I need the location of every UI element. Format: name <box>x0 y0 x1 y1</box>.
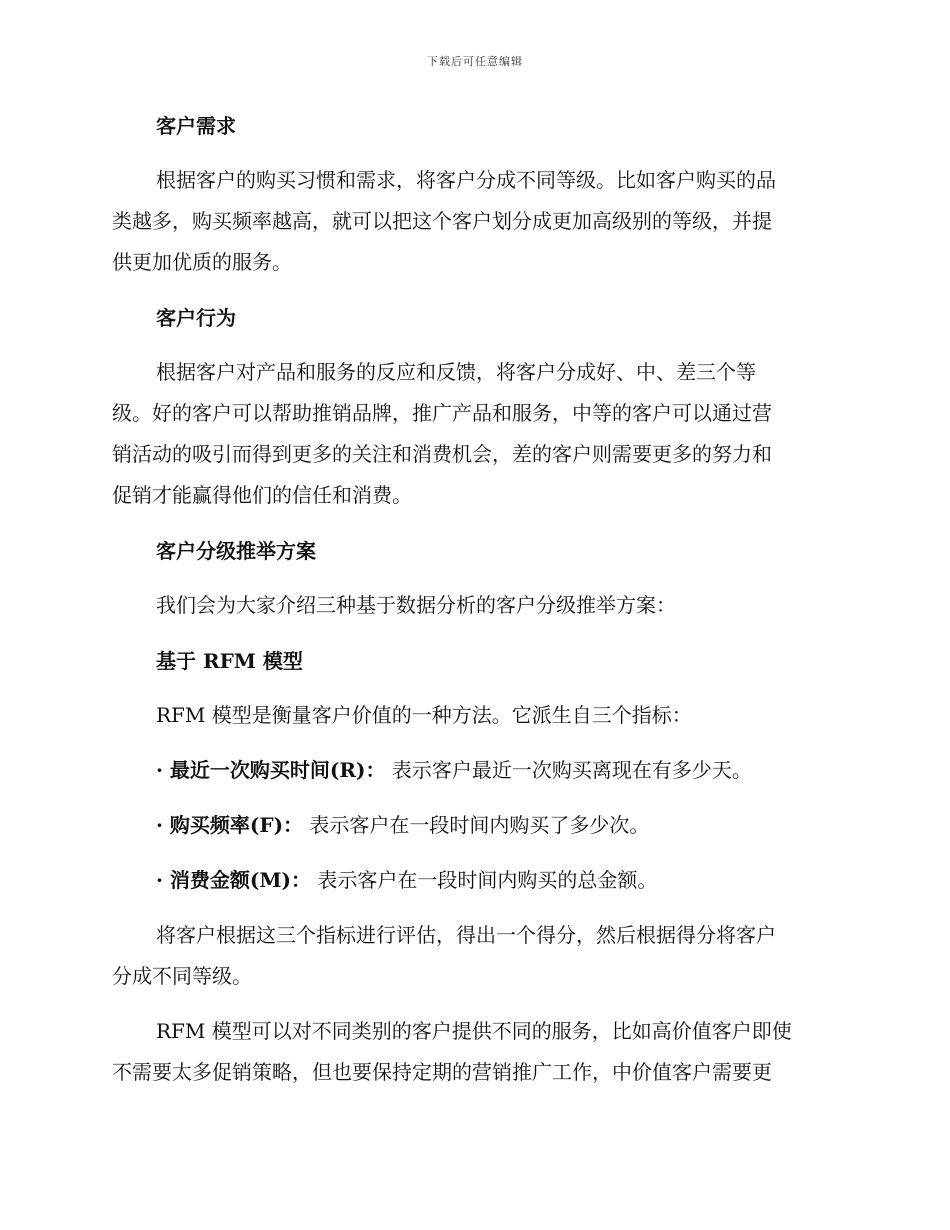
text-line: 类越多，购买频率越高，就可以把这个客户划分成更加高级别的等级，并提 <box>112 209 772 233</box>
heading-grading-scheme: 客户分级推举方案 <box>156 539 316 563</box>
text-line: 根据客户对产品和服务的反应和反馈，将客户分成好、中、差三个等 <box>156 360 756 384</box>
bullet-label: · 最近一次购买时间(R)： <box>156 758 386 782</box>
document-body <box>112 105 838 1093</box>
text-line: 促销才能赢得他们的信任和消费。 <box>112 483 412 507</box>
paragraph-customer-needs <box>112 160 838 283</box>
bullet-frequency <box>112 805 838 846</box>
text-line: RFM 模型可以对不同类别的客户提供不同的服务，比如高价值客户即使 <box>156 1019 792 1043</box>
page-header: 下载后可任意编辑 <box>427 55 523 68</box>
bullet-text: 表示客户在一段时间内购买了多少次。 <box>303 813 650 837</box>
bullet-text: 表示客户在一段时间内购买的总金额。 <box>311 868 658 892</box>
text-line: 根据客户的购买习惯和需求，将客户分成不同等级。比如客户购买的品 <box>156 168 776 192</box>
text-line: 级。好的客户可以帮助推销品牌，推广产品和服务，中等的客户可以通过营 <box>112 401 772 425</box>
text-line: 供更加优质的服务。 <box>112 250 292 274</box>
paragraph-evaluate <box>112 915 838 997</box>
paragraph-scheme-intro: 我们会为大家介绍三种基于数据分析的客户分级推举方案： <box>156 593 676 617</box>
bullet-label: · 消费金额(M)： <box>156 868 311 892</box>
paragraph-rfm-service <box>112 1011 838 1093</box>
paragraph-rfm-intro: RFM 模型是衡量客户价值的一种方法。它派生自三个指标： <box>156 703 692 727</box>
bullet-label: · 购买频率(F)： <box>156 813 304 837</box>
heading-rfm-model: 基于 RFM 模型 <box>156 649 303 673</box>
heading-customer-behavior: 客户行为 <box>156 306 236 330</box>
paragraph-customer-behavior <box>112 352 838 516</box>
bullet-recency <box>112 750 838 791</box>
heading-customer-needs: 客户需求 <box>156 114 236 138</box>
bullet-text: 表示客户最近一次购买离现在有多少天。 <box>385 758 752 782</box>
text-line: 销活动的吸引而得到更多的关注和消费机会，差的客户则需要更多的努力和 <box>112 442 772 466</box>
bullet-monetary <box>112 860 838 901</box>
text-line: 将客户根据这三个指标进行评估，得出一个得分，然后根据得分将客户 <box>156 923 776 947</box>
text-line: 分成不同等级。 <box>112 964 252 988</box>
text-line: 不需要太多促销策略，但也要保持定期的营销推广工作，中价值客户需要更 <box>112 1060 772 1084</box>
